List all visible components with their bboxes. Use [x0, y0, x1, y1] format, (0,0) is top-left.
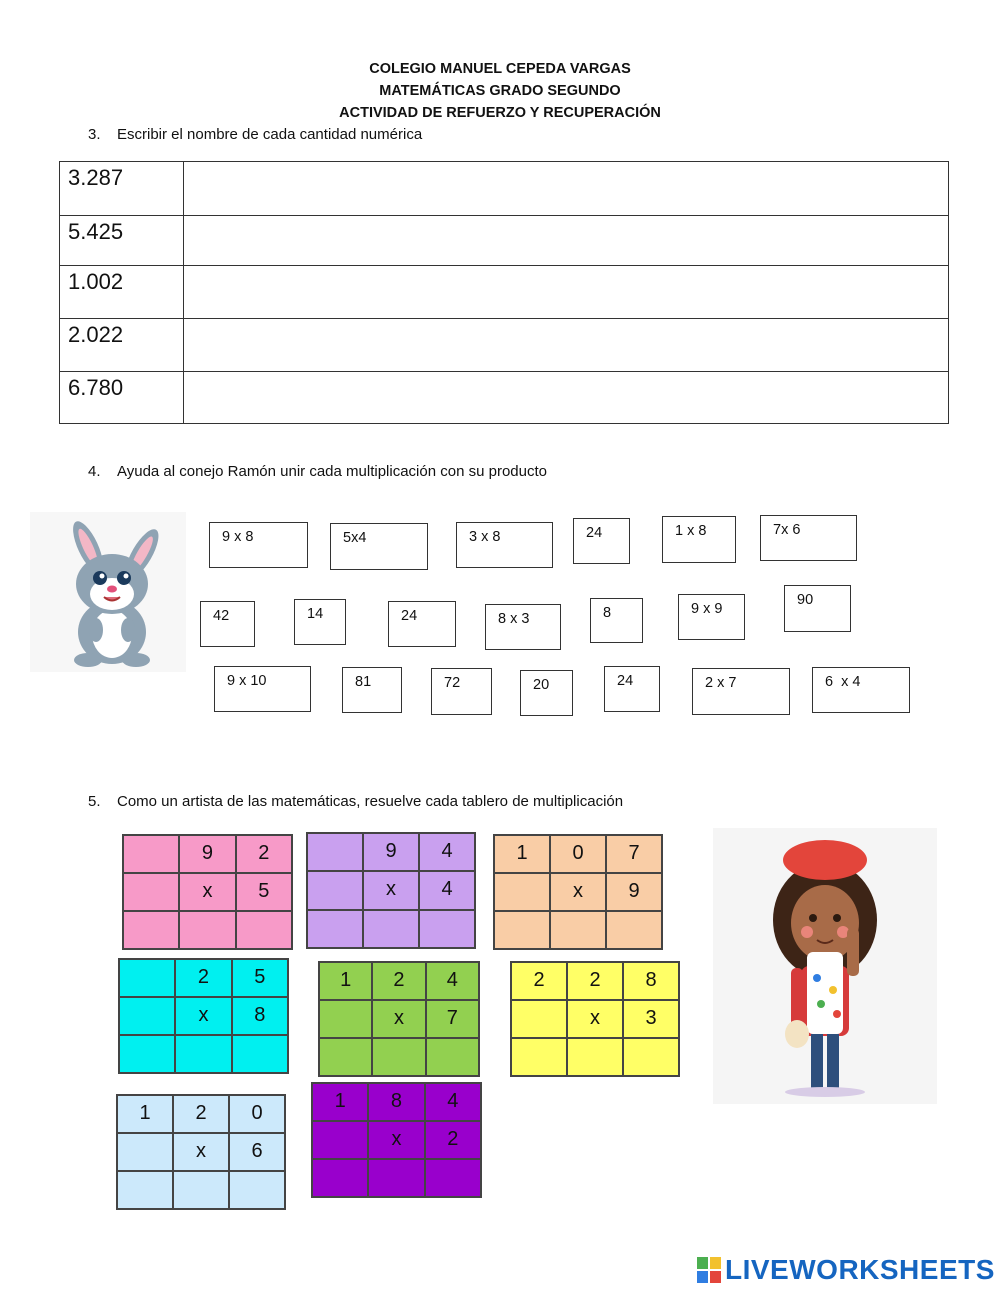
- liveworksheets-brand: LIVEWORKSHEETS: [725, 1254, 995, 1285]
- board-answer-cell[interactable]: [511, 1038, 567, 1076]
- multiplication-board: [122, 834, 293, 950]
- board-answer-cell[interactable]: [368, 1159, 424, 1197]
- match-box[interactable]: 8: [590, 598, 643, 643]
- board-digit-cell: 2: [372, 962, 425, 1000]
- multiplication-board: [311, 1082, 482, 1198]
- artist-girl-illustration: [713, 828, 937, 1104]
- board-digit-cell: 8: [623, 962, 679, 1000]
- board-digit-cell: 7: [426, 1000, 479, 1038]
- number-cell: 1.002: [60, 266, 184, 319]
- table-row: [60, 162, 949, 216]
- match-box[interactable]: 5x4: [330, 523, 428, 570]
- table-row: [60, 372, 949, 424]
- board-digit-cell: 5: [232, 959, 288, 997]
- liveworksheets-logo: [697, 1254, 995, 1286]
- board-answer-cell[interactable]: [312, 1159, 368, 1197]
- board-answer-cell[interactable]: [232, 1035, 288, 1073]
- answer-cell[interactable]: [184, 216, 949, 266]
- subject-title: MATEMÁTICAS GRADO SEGUNDO: [379, 83, 621, 99]
- board-answer-cell[interactable]: [123, 835, 179, 873]
- match-box[interactable]: 9 x 10: [214, 666, 311, 712]
- answer-cell[interactable]: [184, 319, 949, 372]
- board-digit-cell: 2: [567, 962, 623, 1000]
- board-answer-cell[interactable]: [494, 873, 550, 911]
- board-digit-cell: 1: [494, 835, 550, 873]
- board-digit-cell: 1: [319, 962, 372, 1000]
- board-answer-cell[interactable]: [372, 1038, 425, 1076]
- match-box[interactable]: 24: [388, 601, 456, 647]
- board-answer-cell[interactable]: [567, 1038, 623, 1076]
- board-answer-cell[interactable]: [623, 1038, 679, 1076]
- board-answer-cell[interactable]: [123, 911, 179, 949]
- q4-number: 4.: [88, 463, 101, 480]
- match-box[interactable]: 1 x 8: [662, 516, 736, 563]
- q3-number: 3.: [88, 126, 101, 143]
- board-answer-cell[interactable]: [494, 911, 550, 949]
- rabbit-illustration: [30, 512, 186, 672]
- match-box[interactable]: 42: [200, 601, 255, 647]
- board-digit-cell: 0: [229, 1095, 285, 1133]
- board-answer-cell[interactable]: [363, 910, 419, 948]
- board-answer-cell[interactable]: [426, 1038, 479, 1076]
- match-box[interactable]: 7x 6: [760, 515, 857, 561]
- match-box[interactable]: 72: [431, 668, 492, 715]
- match-box[interactable]: 24: [604, 666, 660, 712]
- table-row: [60, 216, 949, 266]
- multiplication-board: [318, 961, 480, 1077]
- board-answer-cell[interactable]: [179, 911, 235, 949]
- number-cell: 6.780: [60, 372, 184, 424]
- board-digit-cell: 7: [606, 835, 662, 873]
- table-row: [60, 319, 949, 372]
- board-answer-cell[interactable]: [117, 1133, 173, 1171]
- board-answer-cell[interactable]: [119, 997, 175, 1035]
- match-box[interactable]: 8 x 3: [485, 604, 561, 650]
- board-answer-cell[interactable]: [307, 910, 363, 948]
- match-box[interactable]: 14: [294, 599, 346, 645]
- board-digit-cell: 5: [236, 873, 292, 911]
- number-cell: 2.022: [60, 319, 184, 372]
- board-answer-cell[interactable]: [175, 1035, 231, 1073]
- board-digit-cell: 2: [236, 835, 292, 873]
- board-digit-cell: 8: [232, 997, 288, 1035]
- board-answer-cell[interactable]: [425, 1159, 481, 1197]
- match-box[interactable]: 6 x 4: [812, 667, 910, 713]
- table-row: [60, 266, 949, 319]
- match-box[interactable]: 2 x 7: [692, 668, 790, 715]
- board-digit-cell: 4: [419, 871, 475, 909]
- board-answer-cell[interactable]: [312, 1121, 368, 1159]
- board-answer-cell[interactable]: [419, 910, 475, 948]
- q3-title: Escribir el nombre de cada cantidad numérica: [117, 126, 423, 143]
- board-digit-cell: 0: [550, 835, 606, 873]
- multiplication-board: [118, 958, 289, 1074]
- match-box[interactable]: 20: [520, 670, 573, 716]
- board-digit-cell: 4: [419, 833, 475, 871]
- board-digit-cell: 2: [425, 1121, 481, 1159]
- multiplication-board: [510, 961, 680, 1077]
- match-box[interactable]: 9 x 8: [209, 522, 308, 568]
- q4-title: Ayuda al conejo Ramón unir cada multiplicación con su producto: [117, 463, 547, 480]
- board-digit-cell: 3: [623, 1000, 679, 1038]
- match-box[interactable]: 9 x 9: [678, 594, 745, 640]
- match-box[interactable]: 3 x 8: [456, 522, 553, 568]
- board-answer-cell[interactable]: [229, 1171, 285, 1209]
- board-digit-cell: 9: [179, 835, 235, 873]
- board-digit-cell: 8: [368, 1083, 424, 1121]
- board-answer-cell[interactable]: [550, 911, 606, 949]
- board-digit-cell: x: [550, 873, 606, 911]
- number-names-table: [59, 161, 949, 424]
- school-name: COLEGIO MANUEL CEPEDA VARGAS: [369, 61, 631, 77]
- liveworksheets-logo-icon: [697, 1257, 721, 1283]
- activity-title: ACTIVIDAD DE REFUERZO Y RECUPERACIÓN: [339, 105, 661, 121]
- board-digit-cell: x: [179, 873, 235, 911]
- number-cell: 3.287: [60, 162, 184, 216]
- board-digit-cell: 9: [606, 873, 662, 911]
- board-answer-cell[interactable]: [606, 911, 662, 949]
- board-digit-cell: x: [363, 871, 419, 909]
- answer-cell[interactable]: [184, 266, 949, 319]
- board-digit-cell: 1: [312, 1083, 368, 1121]
- board-answer-cell[interactable]: [123, 873, 179, 911]
- board-answer-cell[interactable]: [236, 911, 292, 949]
- board-answer-cell[interactable]: [307, 871, 363, 909]
- board-answer-cell[interactable]: [117, 1171, 173, 1209]
- board-answer-cell[interactable]: [119, 1035, 175, 1073]
- answer-cell[interactable]: [184, 372, 949, 424]
- board-digit-cell: 6: [229, 1133, 285, 1171]
- board-answer-cell[interactable]: [119, 959, 175, 997]
- board-digit-cell: 2: [511, 962, 567, 1000]
- board-digit-cell: 4: [425, 1083, 481, 1121]
- board-digit-cell: x: [372, 1000, 425, 1038]
- board-digit-cell: 4: [426, 962, 479, 1000]
- q5-number: 5.: [88, 793, 101, 810]
- board-digit-cell: x: [173, 1133, 229, 1171]
- number-cell: 5.425: [60, 216, 184, 266]
- q5-title: Como un artista de las matemáticas, resuelve cada tablero de multiplicación: [117, 793, 624, 810]
- board-answer-cell[interactable]: [307, 833, 363, 871]
- board-digit-cell: x: [567, 1000, 623, 1038]
- board-digit-cell: 2: [175, 959, 231, 997]
- board-digit-cell: x: [175, 997, 231, 1035]
- answer-cell[interactable]: [184, 162, 949, 216]
- board-answer-cell[interactable]: [319, 1038, 372, 1076]
- board-answer-cell[interactable]: [511, 1000, 567, 1038]
- multiplication-board: [493, 834, 663, 950]
- match-box[interactable]: 81: [342, 667, 402, 713]
- board-digit-cell: 1: [117, 1095, 173, 1133]
- board-digit-cell: 2: [173, 1095, 229, 1133]
- board-answer-cell[interactable]: [319, 1000, 372, 1038]
- multiplication-board: [116, 1094, 286, 1210]
- match-box[interactable]: 24: [573, 518, 630, 564]
- match-box[interactable]: 90: [784, 585, 851, 632]
- board-digit-cell: x: [368, 1121, 424, 1159]
- multiplication-board: [306, 832, 476, 949]
- board-answer-cell[interactable]: [173, 1171, 229, 1209]
- board-digit-cell: 9: [363, 833, 419, 871]
